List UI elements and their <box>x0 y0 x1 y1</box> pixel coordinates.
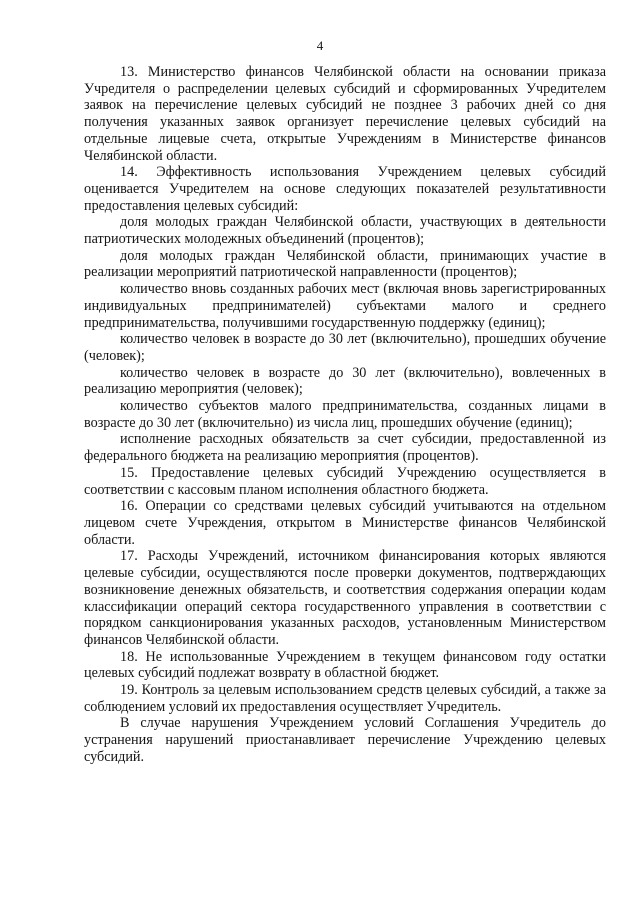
paragraph-16: 16. Операции со средствами целевых субсидий учитываются на отдельном лицевом счете Учреждения, открытом в Министерстве финансов Челябинской области. <box>84 498 606 548</box>
paragraph-15: 15. Предоставление целевых субсидий Учреждению осуществляется в соответствии с кассовым планом исполнения областного бюджета. <box>84 464 606 498</box>
indicator-item: доля молодых граждан Челябинской области, участвующих в деятельности патриотических молодежных объединений (процентов); <box>84 214 606 248</box>
document-body <box>84 64 606 766</box>
paragraph-13: 13. Министерство финансов Челябинской области на основании приказа Учредителя о распределении целевых субсидий и сформированных Учредителем заявок на перечисление целевых субсидий не позднее 3 рабочих дней со дня получения указанных заявок организует перечисление целевых субсидий на отдельные лицевые счета, открытые Учреждениям в Министерстве финансов Челябинской области. <box>84 64 606 164</box>
paragraph-18: 18. Не использованные Учреждением в текущем финансовом году остатки целевых субсидий подлежат возврату в областной бюджет. <box>84 648 606 682</box>
indicator-item: доля молодых граждан Челябинской области, принимающих участие в реализации мероприятий патриотической направленности (процентов); <box>84 247 606 281</box>
indicator-item: количество человек в возрасте до 30 лет (включительно), прошедших обучение (человек); <box>84 331 606 364</box>
indicator-item: количество субъектов малого предпринимательства, созданных лицами в возрасте до 30 лет (включительно) из числа лиц, прошедших обучение (единиц); <box>84 398 606 431</box>
indicator-item: исполнение расходных обязательств за счет субсидии, предоставленной из федерального бюджета на реализацию мероприятия (процентов). <box>84 431 606 465</box>
paragraph-17: 17. Расходы Учреждений, источником финансирования которых являются целевые субсидии, осуществляются после проверки документов, подтверждающих возникновение денежных обязательств, и соответствия содержания операции кодам классификации операций сектора государственного управления в соответствии с порядком санкционирования указанных расходов, установленным Министерством финансов Челябинской области. <box>84 548 606 648</box>
page-number: 4 <box>316 38 324 53</box>
indicator-item: количество вновь созданных рабочих мест (включая вновь зарегистрированных индивидуальных предпринимателей) субъектами малого и среднего предпринимательства, получившими государственную поддержку (единиц); <box>84 281 606 331</box>
paragraph-19: 19. Контроль за целевым использованием средств целевых субсидий, а также за соблюдением условий их предоставления осуществляет Учредитель. <box>84 682 606 715</box>
indicator-item: количество человек в возрасте до 30 лет (включительно), вовлеченных в реализацию мероприятия (человек); <box>84 364 606 398</box>
paragraph-violation-clause: В случае нарушения Учреждением условий Соглашения Учредитель до устранения нарушений приостанавливает перечисление Учреждению целевых субсидий. <box>84 715 606 765</box>
paragraph-14: 14. Эффективность использования Учреждением целевых субсидий оценивается Учредителем на основе следующих показателей результативности предоставления целевых субсидий: <box>84 164 606 214</box>
